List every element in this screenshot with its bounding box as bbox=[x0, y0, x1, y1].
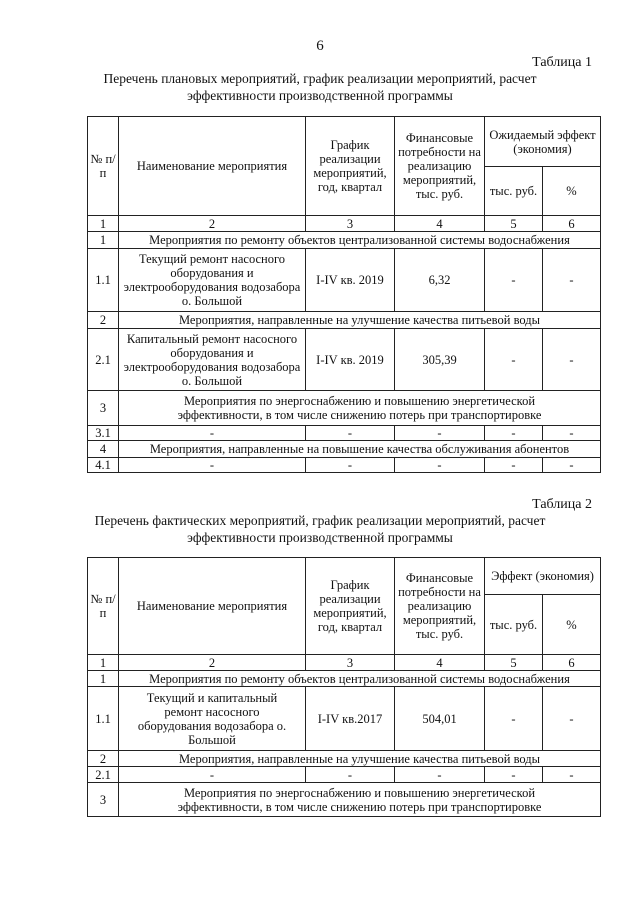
section-title: Мероприятия по ремонту объектов централизованной системы водоснабжения bbox=[119, 671, 601, 687]
measure-name: - bbox=[119, 458, 306, 473]
column-number-row bbox=[88, 655, 601, 671]
table1-title: Перечень плановых мероприятий, график реализации мероприятий, расчет эффективности производственной программы bbox=[103, 71, 537, 103]
measure-name: - bbox=[119, 767, 306, 783]
finance-cell: - bbox=[395, 458, 485, 473]
effect-money-cell: - bbox=[485, 329, 543, 391]
effect-money-cell: - bbox=[485, 687, 543, 751]
effect-money-cell: - bbox=[485, 458, 543, 473]
column-number: 2 bbox=[119, 216, 306, 232]
table1 bbox=[87, 116, 601, 473]
row-number: 2.1 bbox=[88, 767, 119, 783]
row-number: 4 bbox=[88, 441, 119, 458]
table-row bbox=[88, 329, 601, 391]
column-number: 2 bbox=[119, 655, 306, 671]
effect-percent-cell: - bbox=[543, 329, 601, 391]
table2-title: Перечень фактических мероприятий, график реализации мероприятий, расчет эффективности производственной программы bbox=[94, 513, 546, 545]
measure-name: - bbox=[119, 426, 306, 441]
schedule-cell: - bbox=[306, 767, 395, 783]
section-row bbox=[88, 751, 601, 767]
row-number: 3 bbox=[88, 391, 119, 426]
header-effect: Эффект (экономия) bbox=[485, 558, 601, 595]
header-name: Наименование мероприятия bbox=[119, 558, 306, 655]
row-number: 3 bbox=[88, 783, 119, 817]
header-schedule: График реализации мероприятий, год, квартал bbox=[306, 117, 395, 216]
row-number: 1 bbox=[88, 671, 119, 687]
row-number: 3.1 bbox=[88, 426, 119, 441]
section-title: Мероприятия, направленные на улучшение качества питьевой воды bbox=[119, 312, 601, 329]
section-title: Мероприятия по ремонту объектов централизованной системы водоснабжения bbox=[119, 232, 601, 249]
section-title: Мероприятия по энергоснабжению и повышению энергетической эффективности, в том числе снижению потерь при транспортировке bbox=[119, 783, 601, 817]
table2 bbox=[87, 557, 601, 817]
schedule-cell: - bbox=[306, 458, 395, 473]
column-number: 1 bbox=[88, 655, 119, 671]
finance-cell: - bbox=[395, 426, 485, 441]
section-title: Мероприятия по энергоснабжению и повышению энергетической эффективности, в том числе снижению потерь при транспортировке bbox=[119, 391, 601, 426]
column-number: 3 bbox=[306, 216, 395, 232]
header-percent: % bbox=[543, 167, 601, 216]
row-number: 2 bbox=[88, 312, 119, 329]
row-number: 2.1 bbox=[88, 329, 119, 391]
header-finance: Финансовые потребности на реализацию мероприятий, тыс. руб. bbox=[395, 117, 485, 216]
column-number: 5 bbox=[485, 655, 543, 671]
table2-label: Таблица 2 bbox=[532, 497, 592, 512]
section-row bbox=[88, 671, 601, 687]
row-number: 1 bbox=[88, 232, 119, 249]
measure-name: Текущий и капитальный ремонт насосного оборудования водозабора о. Большой bbox=[119, 687, 306, 751]
row-number: 2 bbox=[88, 751, 119, 767]
column-number: 5 bbox=[485, 216, 543, 232]
column-number: 1 bbox=[88, 216, 119, 232]
section-row bbox=[88, 232, 601, 249]
header-num: № п/ п bbox=[88, 558, 119, 655]
measure-name: Текущий ремонт насосного оборудования и электрооборудования водозабора о. Большой bbox=[119, 249, 306, 312]
schedule-cell: - bbox=[306, 426, 395, 441]
section-title: Мероприятия, направленные на улучшение качества питьевой воды bbox=[119, 751, 601, 767]
effect-percent-cell: - bbox=[543, 249, 601, 312]
header-effect: Ожидаемый эффект (экономия) bbox=[485, 117, 601, 167]
section-row bbox=[88, 441, 601, 458]
effect-money-cell: - bbox=[485, 426, 543, 441]
section-row bbox=[88, 312, 601, 329]
effect-percent-cell: - bbox=[543, 767, 601, 783]
table1-label: Таблица 1 bbox=[532, 55, 592, 70]
finance-cell: - bbox=[395, 767, 485, 783]
effect-money-cell: - bbox=[485, 767, 543, 783]
effect-money-cell: - bbox=[485, 249, 543, 312]
table-row bbox=[88, 687, 601, 751]
column-number: 3 bbox=[306, 655, 395, 671]
column-number: 6 bbox=[543, 216, 601, 232]
measure-name: Капитальный ремонт насосного оборудования и электрооборудования водозабора о. Большой bbox=[119, 329, 306, 391]
row-number: 4.1 bbox=[88, 458, 119, 473]
header-schedule: График реализации мероприятий, год, квартал bbox=[306, 558, 395, 655]
header-name: Наименование мероприятия bbox=[119, 117, 306, 216]
section-row bbox=[88, 391, 601, 426]
column-number: 4 bbox=[395, 655, 485, 671]
column-number: 4 bbox=[395, 216, 485, 232]
header-finance: Финансовые потребности на реализацию мероприятий, тыс. руб. bbox=[395, 558, 485, 655]
row-number: 1.1 bbox=[88, 249, 119, 312]
effect-percent-cell: - bbox=[543, 687, 601, 751]
table-row bbox=[88, 249, 601, 312]
table-row bbox=[88, 426, 601, 441]
schedule-cell: I-IV кв.2017 bbox=[306, 687, 395, 751]
finance-cell: 305,39 bbox=[395, 329, 485, 391]
finance-cell: 504,01 bbox=[395, 687, 485, 751]
column-number-row bbox=[88, 216, 601, 232]
row-number: 1.1 bbox=[88, 687, 119, 751]
effect-percent-cell: - bbox=[543, 426, 601, 441]
header-num: № п/ п bbox=[88, 117, 119, 216]
table-row bbox=[88, 767, 601, 783]
page-number: 6 bbox=[316, 38, 324, 54]
section-title: Мероприятия, направленные на повышение качества обслуживания абонентов bbox=[119, 441, 601, 458]
header-percent: % bbox=[543, 595, 601, 655]
finance-cell: 6,32 bbox=[395, 249, 485, 312]
header-money: тыс. руб. bbox=[485, 167, 543, 216]
header-money: тыс. руб. bbox=[485, 595, 543, 655]
schedule-cell: I-IV кв. 2019 bbox=[306, 329, 395, 391]
column-number: 6 bbox=[543, 655, 601, 671]
table-row bbox=[88, 458, 601, 473]
effect-percent-cell: - bbox=[543, 458, 601, 473]
section-row bbox=[88, 783, 601, 817]
schedule-cell: I-IV кв. 2019 bbox=[306, 249, 395, 312]
